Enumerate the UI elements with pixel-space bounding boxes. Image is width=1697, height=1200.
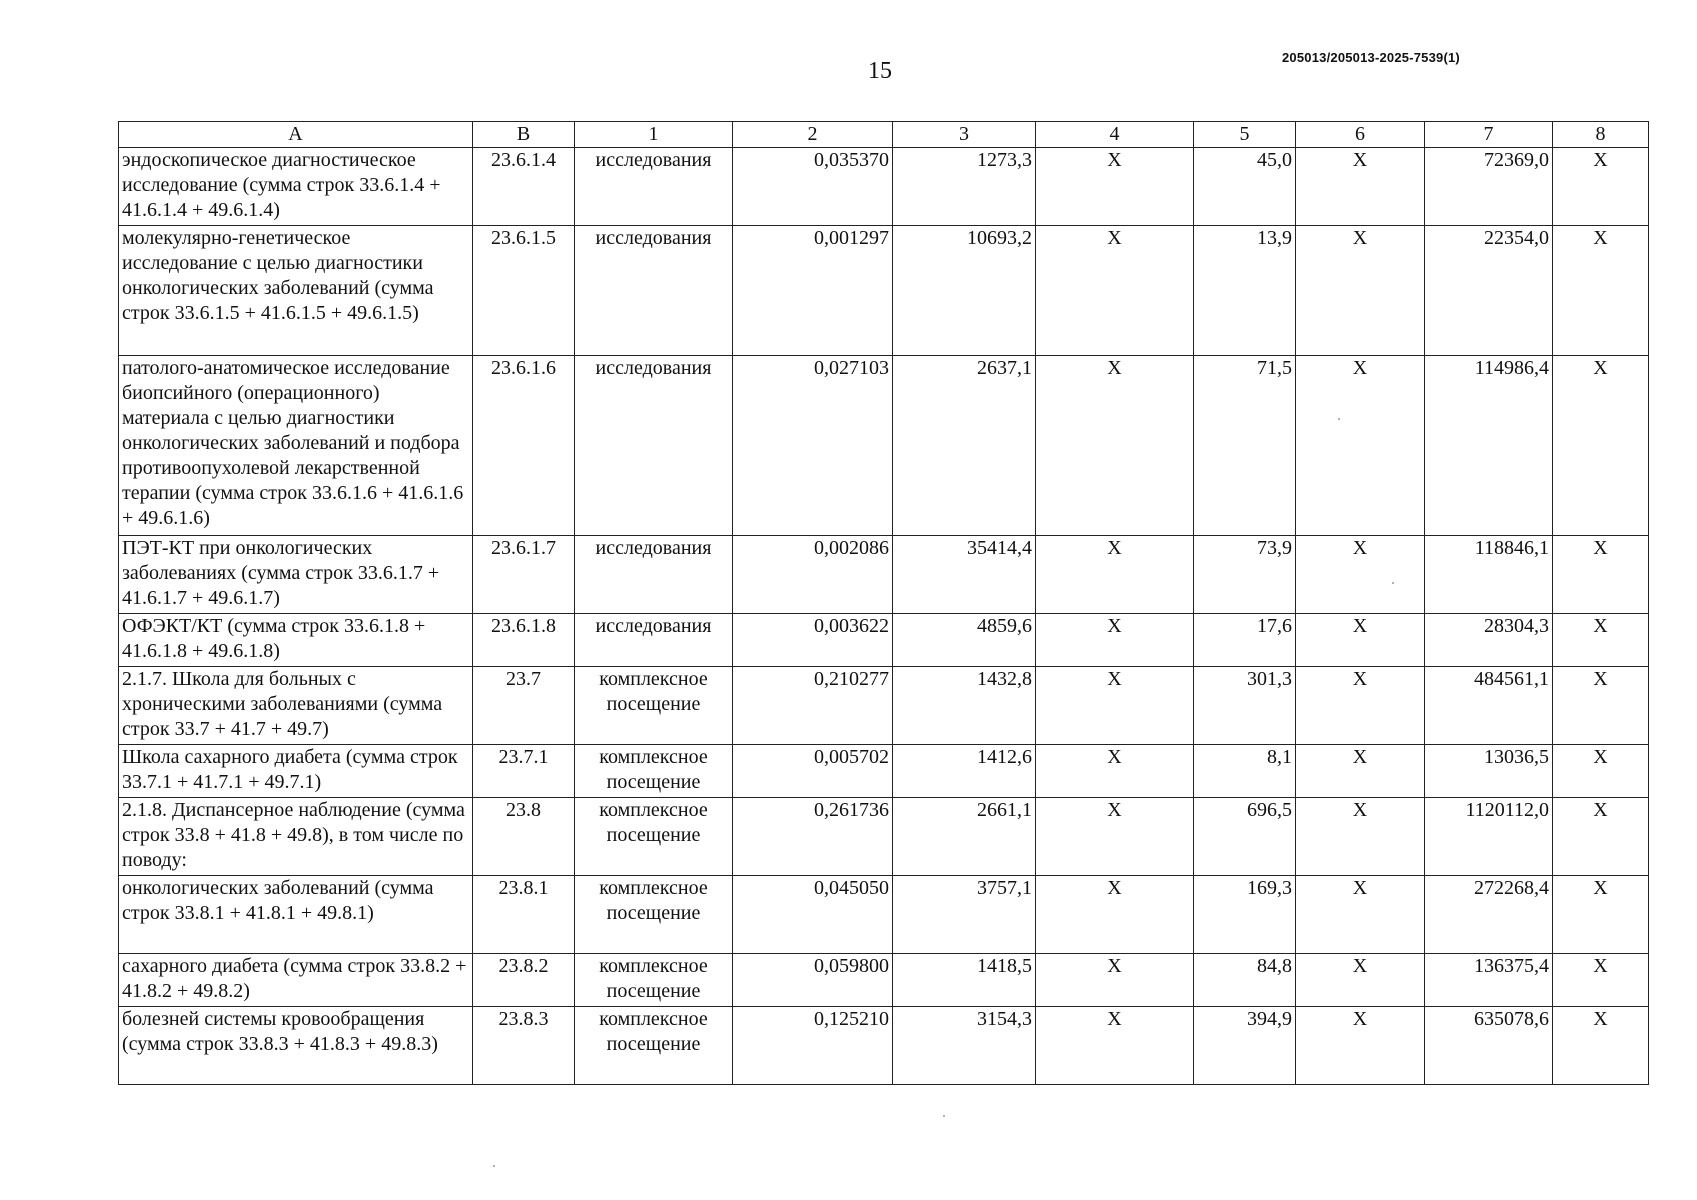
cell-col-5: 13,9	[1194, 226, 1296, 356]
cell-col-4: X	[1036, 148, 1194, 226]
cell-unit: исследования	[575, 148, 733, 226]
cell-col-2: 0,210277	[733, 667, 893, 745]
cell-col-7: 635078,6	[1425, 1007, 1553, 1085]
scan-speck	[943, 1115, 945, 1117]
cell-name: болезней системы кровообращения (сумма строк 33.8.3 + 41.8.3 + 49.8.3)	[119, 1007, 473, 1085]
cell-col-3: 3757,1	[893, 876, 1036, 954]
scan-speck	[1338, 418, 1340, 420]
cell-col-6: X	[1296, 148, 1425, 226]
cell-unit: комплексное посещение	[575, 667, 733, 745]
cell-col-8: X	[1553, 1007, 1649, 1085]
cell-col-8: X	[1553, 745, 1649, 798]
cell-col-2: 0,059800	[733, 954, 893, 1007]
cell-col-8: X	[1553, 148, 1649, 226]
cell-col-3: 2661,1	[893, 798, 1036, 876]
cell-col-5: 45,0	[1194, 148, 1296, 226]
cell-code: 23.7	[473, 667, 575, 745]
cell-col-3: 4859,6	[893, 614, 1036, 667]
cell-col-3: 1418,5	[893, 954, 1036, 1007]
table-row	[119, 1007, 1649, 1085]
cell-col-7: 484561,1	[1425, 667, 1553, 745]
cell-code: 23.8.3	[473, 1007, 575, 1085]
cell-col-5: 8,1	[1194, 745, 1296, 798]
cell-unit: исследования	[575, 356, 733, 536]
cell-unit: исследования	[575, 536, 733, 614]
cell-code: 23.6.1.7	[473, 536, 575, 614]
cell-col-5: 84,8	[1194, 954, 1296, 1007]
cell-col-3: 1273,3	[893, 148, 1036, 226]
cell-col-2: 0,045050	[733, 876, 893, 954]
header-cell-8: 8	[1553, 122, 1649, 148]
cell-col-4: X	[1036, 667, 1194, 745]
header-row	[119, 122, 1649, 148]
cell-col-2: 0,005702	[733, 745, 893, 798]
cell-col-8: X	[1553, 614, 1649, 667]
cell-code: 23.6.1.8	[473, 614, 575, 667]
header-cell-1: 1	[575, 122, 733, 148]
cell-col-6: X	[1296, 876, 1425, 954]
cell-unit: исследования	[575, 226, 733, 356]
cell-col-8: X	[1553, 536, 1649, 614]
cell-col-2: 0,002086	[733, 536, 893, 614]
header-cell-b: B	[473, 122, 575, 148]
cell-col-3: 1432,8	[893, 667, 1036, 745]
header-cell-2: 2	[733, 122, 893, 148]
cell-col-7: 118846,1	[1425, 536, 1553, 614]
header-cell-3: 3	[893, 122, 1036, 148]
cell-col-6: X	[1296, 226, 1425, 356]
cell-col-8: X	[1553, 954, 1649, 1007]
cell-unit: комплексное посещение	[575, 798, 733, 876]
cell-col-3: 3154,3	[893, 1007, 1036, 1085]
cell-col-2: 0,001297	[733, 226, 893, 356]
cell-col-6: X	[1296, 1007, 1425, 1085]
cell-col-4: X	[1036, 356, 1194, 536]
cell-name: 2.1.7. Школа для больных с хроническими заболеваниями (сумма строк 33.7 + 41.7 + 49.7)	[119, 667, 473, 745]
cell-col-8: X	[1553, 356, 1649, 536]
cell-unit: комплексное посещение	[575, 954, 733, 1007]
header-cell-7: 7	[1425, 122, 1553, 148]
header-cell-5: 5	[1194, 122, 1296, 148]
cell-col-7: 114986,4	[1425, 356, 1553, 536]
table-row	[119, 148, 1649, 226]
cell-name: ПЭТ-КТ при онкологических заболеваниях (сумма строк 33.6.1.7 + 41.6.1.7 + 49.6.1.7)	[119, 536, 473, 614]
cell-name: Школа сахарного диабета (сумма строк 33.7.1 + 41.7.1 + 49.7.1)	[119, 745, 473, 798]
cell-name: патолого-анатомическое исследование биопсийного (операционного) материала с целью диагностики онкологических заболеваний и подбора противоопухолевой лекарственной терапии (сумма строк 33.6.1.6 + 41.6.1.6 + 49.6.1.6)	[119, 356, 473, 536]
cell-col-6: X	[1296, 614, 1425, 667]
table-row	[119, 614, 1649, 667]
cell-name: ОФЭКТ/КТ (сумма строк 33.6.1.8 + 41.6.1.8 + 49.6.1.8)	[119, 614, 473, 667]
cell-col-7: 28304,3	[1425, 614, 1553, 667]
cell-col-8: X	[1553, 798, 1649, 876]
cell-col-2: 0,261736	[733, 798, 893, 876]
header-cell-4: 4	[1036, 122, 1194, 148]
cell-col-4: X	[1036, 1007, 1194, 1085]
cell-col-6: X	[1296, 356, 1425, 536]
cell-col-5: 394,9	[1194, 1007, 1296, 1085]
cell-unit: комплексное посещение	[575, 745, 733, 798]
cell-code: 23.7.1	[473, 745, 575, 798]
cell-col-6: X	[1296, 536, 1425, 614]
cell-name: онкологических заболеваний (сумма строк 33.8.1 + 41.8.1 + 49.8.1)	[119, 876, 473, 954]
cell-unit: комплексное посещение	[575, 876, 733, 954]
cell-col-6: X	[1296, 954, 1425, 1007]
cell-col-6: X	[1296, 745, 1425, 798]
cell-col-6: X	[1296, 667, 1425, 745]
cell-col-6: X	[1296, 798, 1425, 876]
header-cell-6: 6	[1296, 122, 1425, 148]
cell-col-7: 136375,4	[1425, 954, 1553, 1007]
cell-col-7: 72369,0	[1425, 148, 1553, 226]
cell-code: 23.8	[473, 798, 575, 876]
cell-unit: исследования	[575, 614, 733, 667]
cell-col-4: X	[1036, 226, 1194, 356]
table-row	[119, 798, 1649, 876]
cell-name: 2.1.8. Диспансерное наблюдение (сумма строк 33.8 + 41.8 + 49.8), в том числе по поводу:	[119, 798, 473, 876]
cell-code: 23.6.1.4	[473, 148, 575, 226]
cell-col-2: 0,003622	[733, 614, 893, 667]
scan-speck	[493, 1165, 495, 1167]
cell-col-4: X	[1036, 876, 1194, 954]
cell-col-5: 696,5	[1194, 798, 1296, 876]
table-row	[119, 745, 1649, 798]
cell-col-5: 73,9	[1194, 536, 1296, 614]
table-row	[119, 876, 1649, 954]
cell-col-4: X	[1036, 798, 1194, 876]
cell-col-4: X	[1036, 614, 1194, 667]
cell-col-3: 10693,2	[893, 226, 1036, 356]
cell-col-4: X	[1036, 745, 1194, 798]
table-row	[119, 536, 1649, 614]
scan-speck	[1392, 582, 1394, 584]
document-id: 205013/205013-2025-7539(1)	[1282, 50, 1460, 65]
cell-col-7: 272268,4	[1425, 876, 1553, 954]
cell-col-5: 301,3	[1194, 667, 1296, 745]
cell-col-5: 71,5	[1194, 356, 1296, 536]
data-table	[118, 121, 1649, 1085]
cell-code: 23.8.2	[473, 954, 575, 1007]
cell-col-5: 17,6	[1194, 614, 1296, 667]
cell-col-7: 13036,5	[1425, 745, 1553, 798]
cell-code: 23.6.1.6	[473, 356, 575, 536]
table-row	[119, 226, 1649, 356]
cell-col-3: 35414,4	[893, 536, 1036, 614]
cell-col-8: X	[1553, 876, 1649, 954]
table-row	[119, 954, 1649, 1007]
cell-unit: комплексное посещение	[575, 1007, 733, 1085]
cell-col-2: 0,125210	[733, 1007, 893, 1085]
cell-name: эндоскопическое диагностическое исследование (сумма строк 33.6.1.4 + 41.6.1.4 + 49.6.1.4)	[119, 148, 473, 226]
header-cell-a: A	[119, 122, 473, 148]
cell-col-8: X	[1553, 667, 1649, 745]
cell-col-4: X	[1036, 536, 1194, 614]
cell-col-2: 0,027103	[733, 356, 893, 536]
page-number: 15	[868, 58, 892, 84]
cell-col-7: 1120112,0	[1425, 798, 1553, 876]
cell-col-8: X	[1553, 226, 1649, 356]
cell-col-5: 169,3	[1194, 876, 1296, 954]
cell-code: 23.6.1.5	[473, 226, 575, 356]
cell-col-3: 1412,6	[893, 745, 1036, 798]
cell-col-3: 2637,1	[893, 356, 1036, 536]
table-row	[119, 667, 1649, 745]
cell-code: 23.8.1	[473, 876, 575, 954]
cell-name: молекулярно-генетическое исследование с целью диагностики онкологических заболеваний (сумма строк 33.6.1.5 + 41.6.1.5 + 49.6.1.5)	[119, 226, 473, 356]
cell-col-2: 0,035370	[733, 148, 893, 226]
table-row	[119, 356, 1649, 536]
cell-col-4: X	[1036, 954, 1194, 1007]
cell-col-7: 22354,0	[1425, 226, 1553, 356]
cell-name: сахарного диабета (сумма строк 33.8.2 + 41.8.2 + 49.8.2)	[119, 954, 473, 1007]
